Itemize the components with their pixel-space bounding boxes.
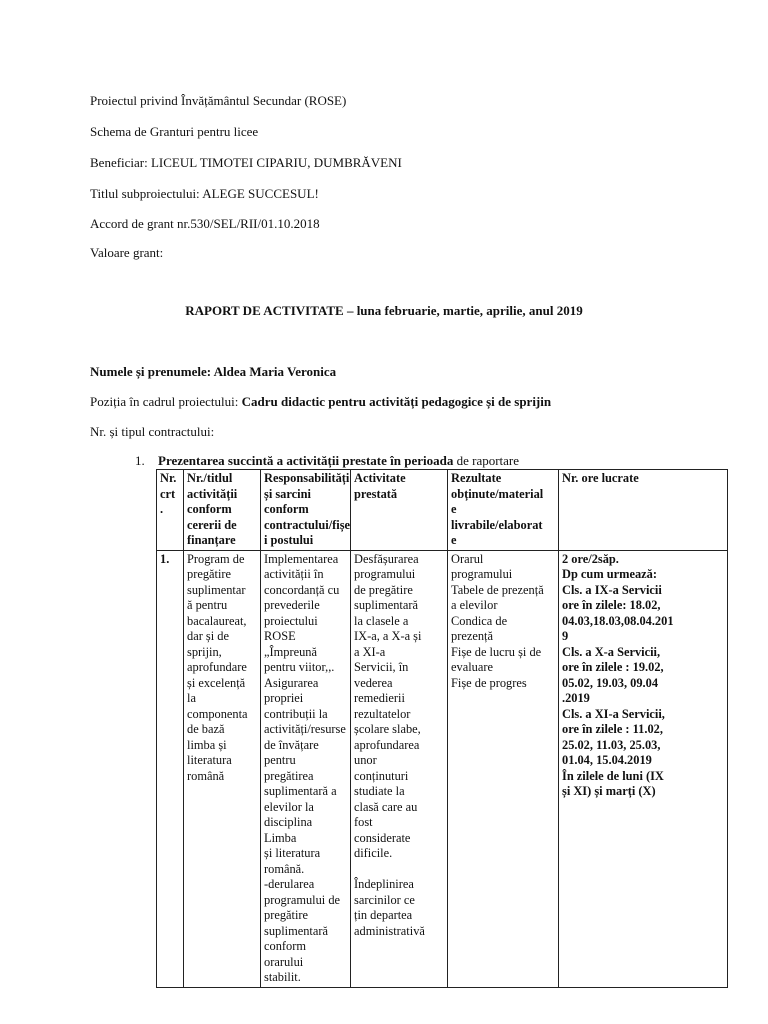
cell-text-line: „Împreună <box>264 644 317 659</box>
cell-text-line: școlare slabe, <box>354 722 421 736</box>
cell-text-line: română. <box>264 861 305 876</box>
section-heading-bold: Prezentarea succintă a activității prestate în perioada <box>158 453 454 468</box>
cell-text-line: pregătire <box>187 567 232 581</box>
hours-cell <box>559 550 728 987</box>
cell-text-line: de învățare <box>264 737 319 752</box>
cell-text-line: pregătire <box>264 908 309 922</box>
cell-text-line: suplimentară <box>354 598 418 612</box>
cell-text-line: prevederile <box>264 598 320 612</box>
cell-text-line: ore în zilele : 11.02, <box>562 722 663 736</box>
cell-text-line: Cls. a XI-a Servicii, <box>562 706 665 721</box>
grant-agreement-line: Accord de grant nr.530/SEL/RII/01.10.2018 <box>90 216 320 231</box>
header-cell <box>261 470 351 551</box>
cell-text-line: În zilele de luni (IX <box>562 768 664 783</box>
cell-text-line: IX-a, a X-a și <box>354 629 422 643</box>
activity-table <box>156 469 728 988</box>
cell-text-line: 01.04, 15.04.2019 <box>562 753 652 767</box>
beneficiary-line: Beneficiar: LICEUL TIMOTEI CIPARIU, DUMBRĂVENI <box>90 155 402 170</box>
header-cell <box>157 470 184 551</box>
cell-text-line: pentru viitor,,. <box>264 660 335 674</box>
cell-text-line: fost <box>354 815 373 829</box>
cell-text-line: bacalaureat, <box>187 613 247 628</box>
cell-text-line: și XI) și marți (X) <box>562 784 656 798</box>
cell-text-line: Desfășurarea <box>354 551 419 566</box>
section-heading <box>135 453 519 469</box>
cell-text-line: Nr./titlul <box>187 471 233 485</box>
activity-done-cell <box>351 550 448 987</box>
cell-text-line: Tabele de prezență <box>451 582 544 597</box>
cell-text-line: clasă care au <box>354 799 418 814</box>
cell-text-line: remedierii <box>354 691 405 705</box>
cell-text-line: suplimentară a <box>264 784 337 798</box>
cell-text-line: -derularea <box>264 877 315 891</box>
cell-text-line: programului de <box>264 892 341 907</box>
cell-text-line: conform <box>187 502 232 516</box>
cell-text-line: suplimentar <box>187 582 246 597</box>
cell-text-line: . <box>160 502 164 516</box>
cell-text-line: concordanță cu <box>264 582 340 597</box>
position-label: Poziția în cadrul proiectului: <box>90 394 242 409</box>
row-number-cell: 1. <box>157 550 184 987</box>
cell-text-line: Implementarea <box>264 551 339 566</box>
cell-text-line: conținuturi <box>354 768 409 783</box>
section-heading-rest: de raportare <box>453 453 520 468</box>
cell-text-line: disciplina Limba <box>264 815 313 845</box>
cell-text-line: e <box>451 533 457 547</box>
cell-text-line: administrativă <box>354 923 425 938</box>
cell-text-line: Nr. <box>160 471 177 485</box>
contract-line: Nr. și tipul contractului: <box>90 424 215 439</box>
report-title: RAPORT DE ACTIVITATE – luna februarie, martie, aprilie, anul 2019 <box>185 303 583 318</box>
cell-text-line: livrabile/elaborat <box>451 517 543 532</box>
person-name-line: Numele și prenumele: Aldea Maria Veronica <box>90 364 337 379</box>
activity-cell <box>184 550 261 987</box>
cell-text-line: 9 <box>562 629 569 643</box>
subproject-title-line: Titlul subproiectului: ALEGE SUCCESUL! <box>90 186 319 201</box>
cell-text-line: 2 ore/2săp. <box>562 551 619 566</box>
cell-text-line: sarcinilor ce <box>354 892 415 907</box>
cell-text-line: activității <box>187 486 238 501</box>
cell-text-line: pentru pregătirea <box>264 753 314 783</box>
cell-text-line: evaluare <box>451 660 493 674</box>
cell-text-line: Cls. a IX-a Servicii <box>562 582 662 597</box>
cell-text-line: programului <box>451 567 513 581</box>
cell-text-line: ă pentru <box>187 598 228 612</box>
header-cell <box>448 470 559 551</box>
table-row <box>157 550 728 987</box>
position-line <box>90 394 551 410</box>
results-cell <box>448 550 559 987</box>
cell-text-line: aprofundare <box>187 660 247 674</box>
table-header-row <box>157 470 728 551</box>
cell-text-line: crt <box>160 486 176 501</box>
header-cell <box>559 470 728 551</box>
cell-text-line: Nr. ore lucrate <box>562 471 639 485</box>
cell-text-line: Dp cum urmează: <box>562 567 657 581</box>
cell-text-line: ore în zilele: 18.02, <box>562 598 661 612</box>
cell-text-line: Asigurarea <box>264 675 319 690</box>
cell-text-line: țin departea <box>354 908 413 922</box>
cell-text-line: .2019 <box>562 691 590 705</box>
cell-text-line: elevilor la <box>264 799 314 814</box>
cell-text-line: i postului <box>264 533 314 547</box>
cell-text-line: e <box>451 502 457 516</box>
grant-scheme-line: Schema de Granturi pentru licee <box>90 124 259 139</box>
grant-value-line: Valoare grant: <box>90 245 164 260</box>
cell-text-line: programului <box>354 567 416 581</box>
responsibilities-cell <box>261 550 351 987</box>
header-cell <box>351 470 448 551</box>
cell-text-line: la <box>187 691 196 705</box>
cell-text-line: prestată <box>354 486 398 501</box>
cell-text-line: și literatura <box>264 846 321 860</box>
cell-text-line: stabilit. <box>264 970 301 984</box>
cell-text-line: de bază <box>187 722 225 736</box>
cell-text-line: a XI-a <box>354 644 386 659</box>
cell-text-line: rezultatelor <box>354 706 411 721</box>
cell-text-line: Activitate <box>354 471 406 485</box>
position-value: Cadru didactic pentru activități pedagogice și de sprijin <box>241 394 552 409</box>
cell-text-line: activități/resurse <box>264 722 346 736</box>
cell-text-line: vederea <box>354 675 393 690</box>
cell-text-line: 04.03,18.03,08.04.201 <box>562 613 674 628</box>
cell-text-line: 25.02, 11.03, 25.03, <box>562 737 661 752</box>
cell-text-line: contribuții la <box>264 706 328 721</box>
cell-text-line: aprofundarea <box>354 737 420 752</box>
cell-text-line: Cls. a X-a Servicii, <box>562 644 661 659</box>
cell-text-line: și sarcini <box>264 486 311 501</box>
project-line: Proiectul privind Învățământul Secundar (ROSE) <box>90 93 347 108</box>
cell-text-line: sprijin, <box>187 644 222 659</box>
cell-text-line: limba și <box>187 737 227 752</box>
cell-text-line: Servicii, în <box>354 660 409 674</box>
cell-text-line: Rezultate <box>451 471 502 485</box>
cell-text-line: proiectului <box>264 613 318 628</box>
cell-text-line: suplimentară <box>264 923 328 938</box>
cell-text-line: propriei <box>264 691 304 705</box>
cell-text-line: activității în <box>264 567 324 581</box>
cell-text-line: considerate <box>354 830 411 845</box>
cell-text-line: dar și de <box>187 629 229 643</box>
cell-text-line: conform orarului <box>264 939 306 969</box>
cell-text-line: ROSE <box>264 629 296 643</box>
cell-text-line: Condica de <box>451 613 508 628</box>
cell-text-line: contractului/fișe <box>264 517 351 532</box>
cell-text-line: conform <box>264 502 309 516</box>
cell-text-line: ore în zilele : 19.02, <box>562 660 664 674</box>
section-number: 1. <box>135 453 145 468</box>
cell-text-line <box>354 862 444 878</box>
cell-text-line: a elevilor <box>451 598 498 612</box>
cell-text-line: Responsabilități <box>264 471 350 485</box>
cell-text-line: obținute/material <box>451 486 544 501</box>
cell-text-line: componenta <box>187 706 248 721</box>
cell-text-line: și excelență <box>187 675 246 690</box>
cell-text-line: cererii de <box>187 517 237 532</box>
cell-text-line: română <box>187 768 225 783</box>
header-cell <box>184 470 261 551</box>
cell-text-line: Fișe de lucru și de <box>451 644 542 659</box>
cell-text-line: Îndeplinirea <box>354 877 414 891</box>
cell-text-line: studiate la <box>354 784 405 798</box>
cell-text-line: Fișe de progres <box>451 675 527 690</box>
cell-text-line: Orarul <box>451 551 484 566</box>
cell-text-line: dificile. <box>354 846 393 860</box>
cell-text-line: Program de <box>187 551 245 566</box>
cell-text-line: la clasele a <box>354 613 409 628</box>
cell-text-line: prezență <box>451 629 493 643</box>
cell-text-line: de pregătire <box>354 582 413 597</box>
cell-text-line: 05.02, 19.03, 09.04 <box>562 675 659 690</box>
cell-text-line: unor <box>354 753 377 767</box>
cell-text-line: literatura <box>187 753 232 767</box>
cell-text-line: finanțare <box>187 533 236 547</box>
